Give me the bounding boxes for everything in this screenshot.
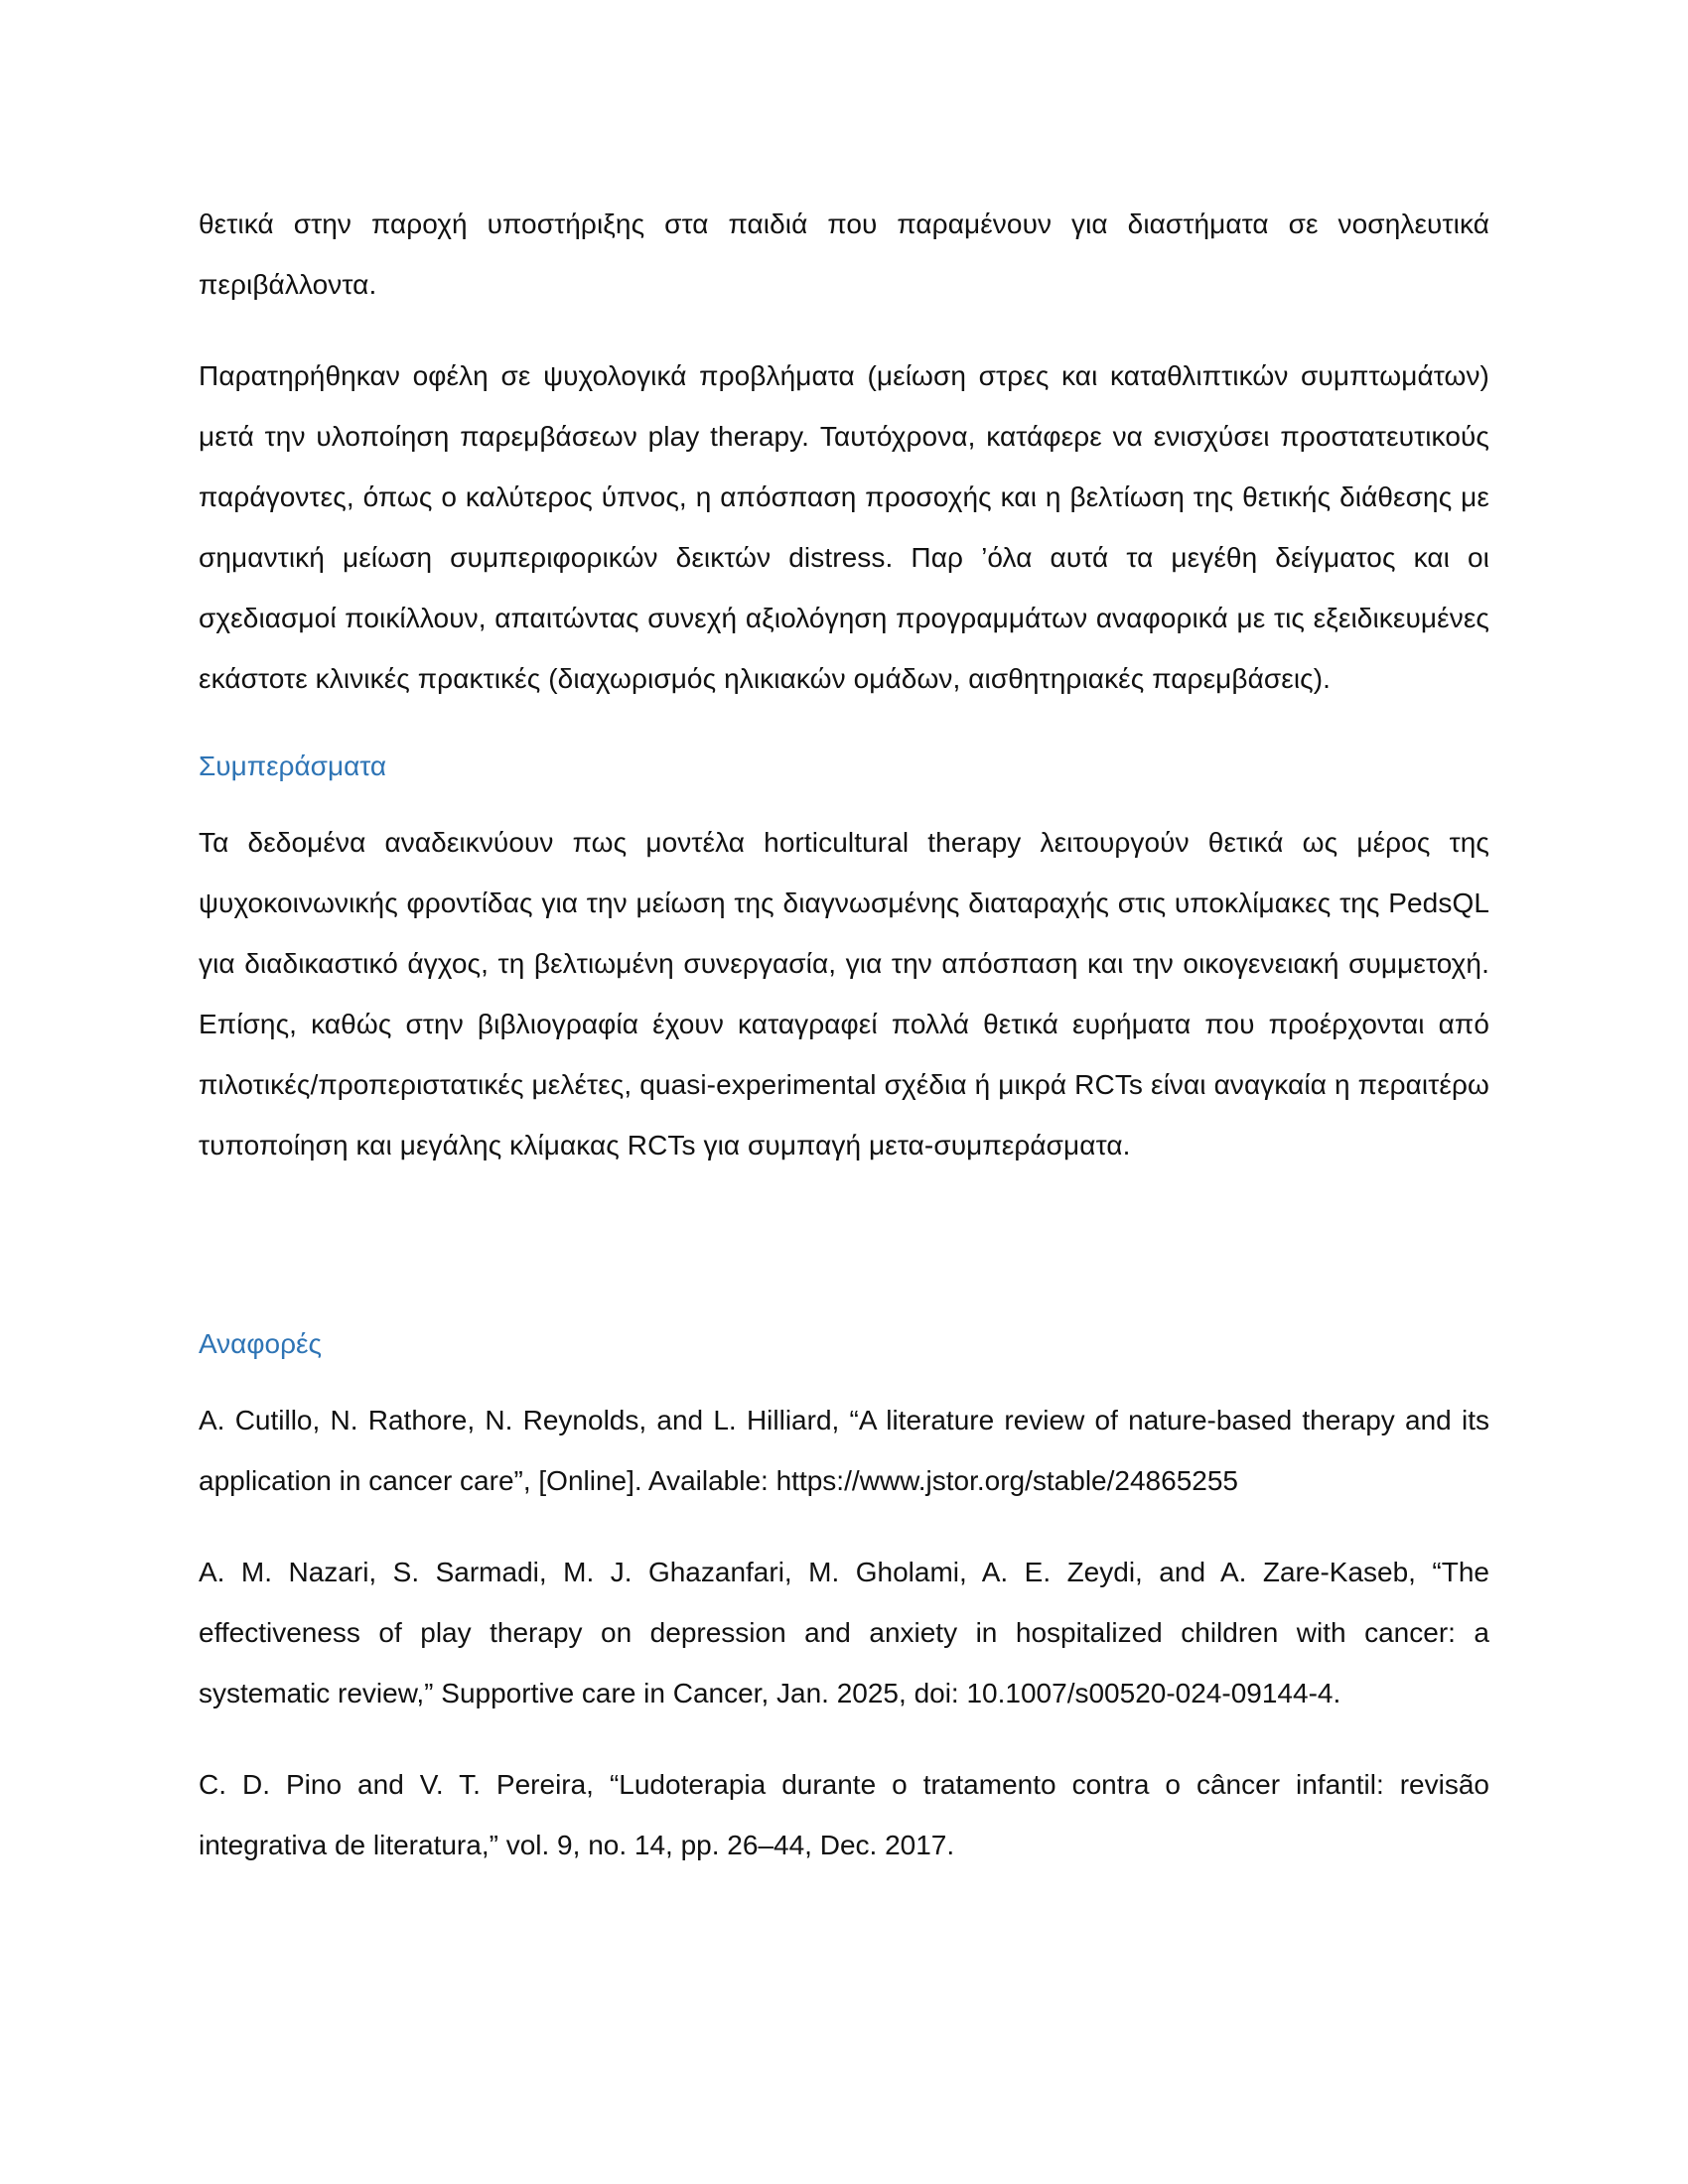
reference-item-2: A. M. Nazari, S. Sarmadi, M. J. Ghazanfari, M. Gholami, A. E. Zeydi, and A. Zare-Kaseb, “The effectiveness of play therapy on depression and anxiety in hospitalized children with cancer: a systematic review,” Supportive care in Cancer, Jan. 2025, doi: 10.1007/s00520-024-09144-4. — [199, 1557, 1489, 1708]
reference-item-1: A. Cutillo, N. Rathore, N. Reynolds, and L. Hilliard, “A literature review of nature-based therapy and its application in cancer care”, [Online]. Available: https://www.jstor.org/stable/24865255 — [199, 1405, 1489, 1496]
conclusions-paragraph: Τα δεδομένα αναδεικνύουν πως μοντέλα horticultural therapy λειτουργούν θετικά ως μέρος της ψυχοκοινωνικής φροντίδας για την μείωση της διαγνωσμένης διαταραχής στις υποκλίμακες της PedsQL για διαδικαστικό άγχος, τη βελτιωμένη συνεργασία, για την απόσπαση και την οικογενειακή συμμετοχή. Επίσης, καθώς στην βιβλιογραφία έχουν καταγραφεί πολλά θετικά ευρήματα που προέρχονται από πιλοτικές/προπεριστατικές μελέτες, quasi-experimental σχέδια ή μικρά RCTs είναι αναγκαία η περαιτέρω τυποποίηση και μεγάλης κλίμακας RCTs για συμπαγή μετα-συμπεράσματα. — [199, 827, 1489, 1160]
reference-item-3: C. D. Pino and V. T. Pereira, “Ludoterapia durante o tratamento contra o câncer infantil: revisão integrativa de literatura,” vol. 9, no. 14, pp. 26–44, Dec. 2017. — [199, 1769, 1489, 1860]
body-paragraph-2: Παρατηρήθηκαν οφέλη σε ψυχολογικά προβλήματα (μείωση στρες και καταθλιπτικών συμπτωμάτων) μετά την υλοποίηση παρεμβάσεων play therapy. Ταυτόχρονα, κατάφερε να ενισχύσει προστατευτικούς παράγοντες, όπως ο καλύτερος ύπνος, η απόσπαση προσοχής και η βελτίωση της θετικής διάθεσης με σημαντική μείωση συμπεριφορικών δεικτών distress. Παρ ’όλα αυτά τα μεγέθη δείγματος και οι σχεδιασμοί ποικίλλουν, απαιτώντας συνεχή αξιολόγηση προγραμμάτων αναφορικά με τις εξειδικευμένες εκάστοτε κλινικές πρακτικές (διαχωρισμός ηλικιακών ομάδων, αισθητηριακές παρεμβάσεις). — [199, 360, 1489, 694]
conclusions-heading: Συμπεράσματα — [199, 751, 387, 781]
document-page — [199, 194, 1489, 1875]
body-paragraph-1: θετικά στην παροχή υποστήριξης στα παιδιά που παραμένουν για διαστήματα σε νοσηλευτικά περιβάλλοντα. — [199, 208, 1489, 300]
references-heading: Αναφορές — [199, 1328, 322, 1359]
references-list — [199, 1390, 1489, 1875]
